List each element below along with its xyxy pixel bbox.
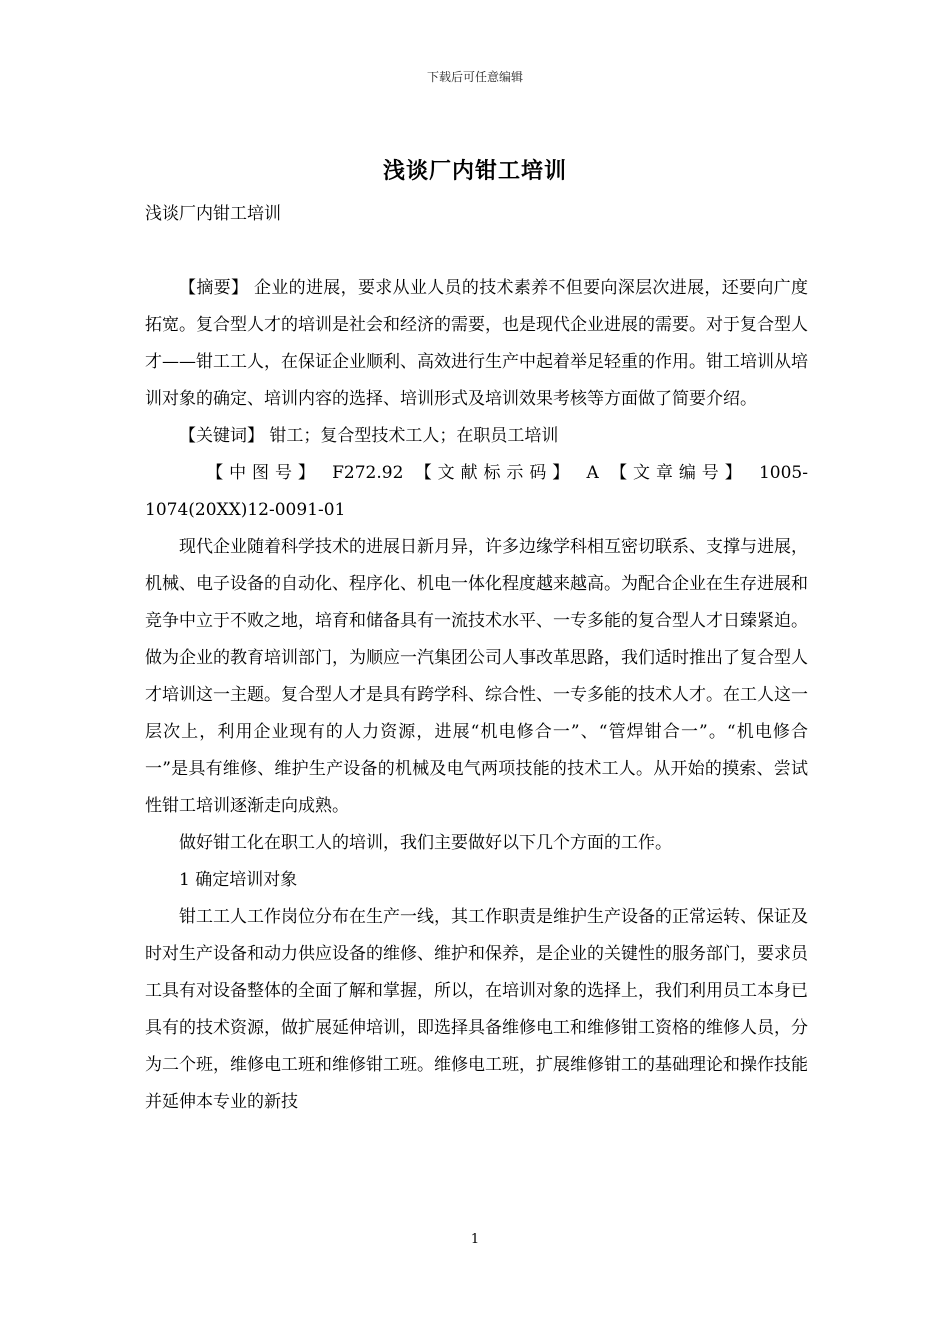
classification-line: 【中图号】 F272.92 【文献标示码】 A 【文章编号】 1005- — [206, 463, 808, 483]
section-heading: 1 确定培训对象 — [179, 870, 298, 890]
body-paragraph: 现代企业随着科学技术的进展日新月异，许多边缘学科相互密切联系、支撑与进展，机械、电子设备的自动化、程序化、机电一体化程度越来越高。为配合企业在生存进展和竞争中立于不败之地，培育和储备具有一流技术水平、一专多能的复合型人才日臻紧迫。做为企业的教育培训部门，为顺应一汽集团公司人事改革思路，我们适时推出了复合型人才培训这一主题。复合型人才是具有跨学科、综合性、一专多能的技术人才。在工人这一层次上，利用企业现有的人力资源，进展“机电修合一”、“管焊钳合一”。“机电修合一”是具有维修、维护生产设备的机械及电气两项技能的技术工人。从开始的摸索、尝试性钳工培训逐渐走向成熟。 — [145, 537, 808, 816]
page-number: 1 — [470, 1232, 480, 1247]
keywords-paragraph: 【关键词】 钳工；复合型技术工人；在职员工培训 — [179, 426, 559, 446]
page-header-note: 下载后可任意编辑 — [426, 70, 523, 84]
document-subtitle: 浅谈厂内钳工培训 — [145, 204, 281, 224]
document-title: 浅谈厂内钳工培训 — [382, 158, 567, 184]
body-paragraph: 做好钳工化在职工人的培训，我们主要做好以下几个方面的工作。 — [179, 833, 672, 853]
article-number-line: 1074(20XX)12-0091-01 — [145, 500, 346, 520]
document-body — [145, 196, 808, 1121]
body-paragraph: 钳工工人工作岗位分布在生产一线，其工作职责是维护生产设备的正常运转、保证及时对生产设备和动力供应设备的维修、维护和保养，是企业的关键性的服务部门，要求员工具有对设备整体的全面了解和掌握，所以，在培训对象的选择上，我们利用员工本身已具有的技术资源，做扩展延伸培训，即选择具备维修电工和维修钳工资格的维修人员，分为二个班，维修电工班和维修钳工班。维修电工班，扩展维修钳工的基础理论和操作技能并延伸本专业的新技 — [145, 907, 808, 1112]
abstract-paragraph: 【摘要】 企业的进展，要求从业人员的技术素养不但要向深层次进展，还要向广度拓宽。复合型人才的培训是社会和经济的需要，也是现代企业进展的需要。对于复合型人才——钳工工人，在保证企业顺利、高效进行生产中起着举足轻重的作用。钳工培训从培训对象的确定、培训内容的选择、培训形式及培训效果考核等方面做了简要介绍。 — [145, 278, 808, 409]
